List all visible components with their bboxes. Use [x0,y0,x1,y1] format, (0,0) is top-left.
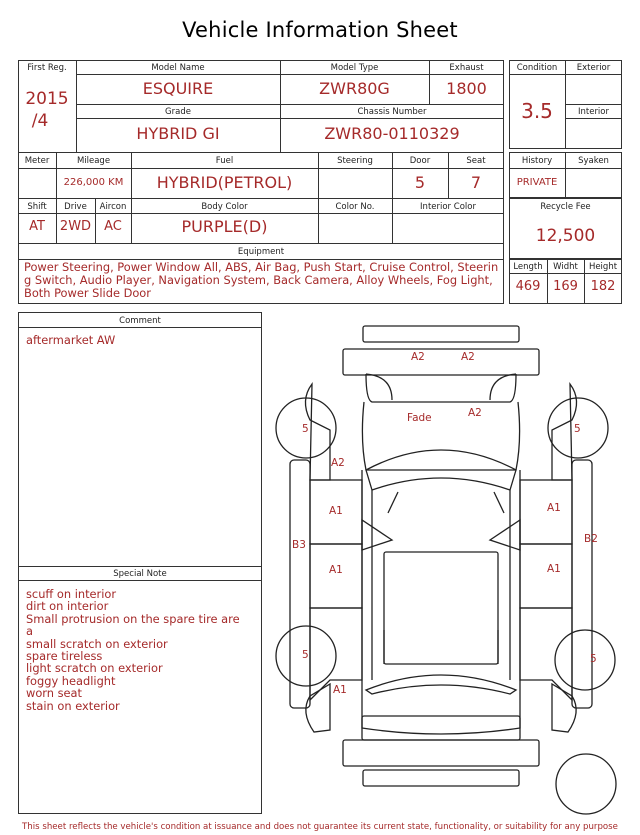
special-note-item: foggy headlight [26,673,116,688]
model-name-label: Model Name [151,63,205,73]
damage-rear-left-quarter: A1 [333,684,347,696]
first-reg-month: /4 [31,111,49,131]
tyre-rear-left: 5 [302,649,309,661]
body-color-value: PURPLE(D) [181,217,268,236]
meter-label: Meter [24,156,50,166]
interior-color-label: Interior Color [420,202,476,212]
model-type-label: Model Type [330,63,379,73]
special-note-item: spare tireless [26,649,103,664]
shift-label: Shift [27,202,47,212]
special-note-item: dirt on interior [26,599,109,614]
damage-front-left-fender: A2 [331,457,345,469]
door-value: 5 [414,173,426,192]
damage-rear-left-door: A1 [329,564,343,576]
chassis-value: ZWR80-0110329 [324,124,460,143]
equipment-label: Equipment [237,247,285,257]
chassis-label: Chassis Number [357,107,427,117]
damage-rear-right-door: A1 [547,563,561,575]
special-note-item: scuff on interior [26,587,117,601]
fuel-value: HYBRID(PETROL) [156,173,293,192]
drive-label: Drive [64,202,87,212]
comment-label: Comment [119,316,161,326]
damage-right-pillar: B2 [584,533,598,545]
damage-front-bumper-right: A2 [461,351,475,363]
width-value: 169 [553,279,578,294]
model-type-value: ZWR80G [319,79,390,98]
comment-panel [18,312,262,814]
equipment-value: Power Steering, Power Window All, ABS, Air Bag, Push Start, Cruise Control, Steering Switch, Audio Player, Navigation System, Back Camera, Alloy Wheels, Fog Light, Both Power Slide Door [24,260,499,300]
seat-value: 7 [470,173,482,192]
recycle-fee-value: 12,500 [535,226,596,246]
exhaust-label: Exhaust [449,63,484,73]
door-label: Door [409,156,431,166]
car-damage-diagram [270,318,632,818]
model-name-value: ESQUIRE [142,79,214,98]
sheet-title: Vehicle Information Sheet [182,18,458,42]
special-note-item: a [26,624,33,639]
length-value: 469 [515,279,541,294]
special-note-item: light scratch on exterior [26,661,163,676]
width-label: Widht [553,262,578,272]
height-value: 182 [590,279,616,294]
disclaimer-footer: This sheet reflects the vehicle's condition at issuance and does not guarantee its current state, functionality, or suitability for any purpose [22,822,618,832]
tyre-rear-right: 5 [590,653,597,665]
body-color-label: Body Color [201,202,248,212]
length-label: Length [513,262,543,272]
tyre-front-right: 5 [574,423,581,435]
aircon-value: AC [104,219,122,234]
grade-value: HYBRID GI [136,124,220,143]
mileage-label: Mileage [76,156,111,166]
damage-front-left-door: A1 [329,505,343,517]
recycle-fee-label: Recycle Fee [540,202,591,212]
drive-value: 2WD [59,219,92,234]
grade-label: Grade [165,107,191,117]
special-note-item: small scratch on exterior [26,636,168,651]
special-note-item: worn seat [26,686,82,701]
damage-front-right-door: A1 [547,502,561,514]
damage-hood-right: A2 [468,407,482,419]
exhaust-value: 1800 [446,79,487,98]
comment-text: aftermarket AW [26,333,116,347]
height-label: Height [588,262,618,272]
condition-value: 3.5 [521,99,553,123]
damage-hood: Fade [407,412,432,424]
steering-label: Steering [337,156,373,166]
fuel-label: Fuel [215,156,234,166]
first-reg-year: 2015 [25,89,69,109]
special-note-label: Special Note [113,569,167,579]
syaken-label: Syaken [578,156,609,166]
tyre-front-left: 5 [302,423,309,435]
first-reg-label: First Reg. [27,63,67,73]
aircon-label: Aircon [99,202,127,212]
history-label: History [521,156,553,166]
interior-label: Interior [577,107,609,117]
damage-front-bumper-left: A2 [411,351,425,363]
color-no-label: Color No. [335,202,375,212]
damage-left-pillar: B3 [292,539,306,551]
special-notes-list [26,588,240,712]
history-value: PRIVATE [516,177,558,188]
shift-value: AT [29,219,45,234]
condition-label: Condition [516,63,558,73]
exterior-label: Exterior [576,63,611,73]
seat-label: Seat [466,156,486,166]
mileage-value: 226,000 KM [63,177,124,188]
special-note-item: stain on exterior [26,698,120,713]
special-note-item: Small protrusion on the spare tire are [26,611,240,626]
